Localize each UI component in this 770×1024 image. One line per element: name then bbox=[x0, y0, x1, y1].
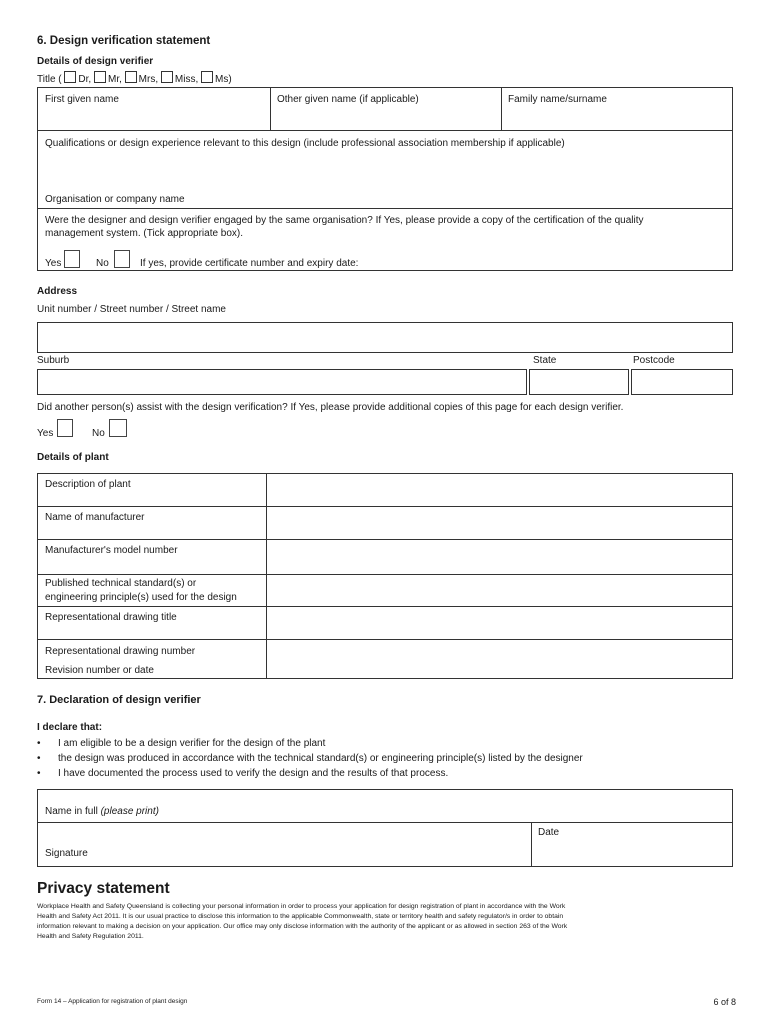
footer-page-number: 6 of 8 bbox=[713, 997, 736, 1007]
title-mrs-checkbox[interactable] bbox=[125, 71, 137, 83]
title-dr-label: Dr, bbox=[78, 74, 92, 85]
title-mrs-label: Mrs, bbox=[138, 74, 159, 85]
divider bbox=[37, 208, 733, 209]
declaration-item: I am eligible to be a design verifier for the design of the plant bbox=[58, 738, 326, 749]
title-mr-checkbox[interactable] bbox=[94, 71, 106, 83]
standards-label-cont: engineering principle(s) used for the design bbox=[45, 592, 237, 603]
divider bbox=[270, 87, 271, 130]
drawing-number-input[interactable] bbox=[268, 641, 732, 678]
date-field[interactable]: Date bbox=[538, 827, 560, 838]
plant-description-label: Description of plant bbox=[45, 479, 131, 490]
drawing-title-input[interactable] bbox=[268, 608, 732, 638]
divider bbox=[37, 822, 733, 823]
certificate-field[interactable]: If yes, provide certificate number and expiry date: bbox=[140, 258, 359, 269]
manufacturer-label: Name of manufacturer bbox=[45, 512, 145, 523]
divider bbox=[37, 506, 733, 507]
suburb-label: Suburb bbox=[37, 355, 70, 366]
plant-heading: Details of plant bbox=[37, 452, 109, 463]
privacy-text bbox=[37, 902, 567, 942]
footer-form-name: Form 14 – Application for registration of plant design bbox=[37, 998, 188, 1005]
drawing-title-label: Representational drawing title bbox=[45, 612, 177, 623]
section-6-heading: 6. Design verification statement bbox=[37, 35, 211, 47]
verifier-subheading: Details of design verifier bbox=[37, 56, 154, 67]
engaged-yes-checkbox[interactable] bbox=[64, 250, 80, 268]
privacy-line: Health and Safety Regulation 2011. bbox=[37, 933, 144, 940]
title-row bbox=[37, 71, 232, 85]
engaged-yes-label: Yes bbox=[45, 258, 62, 269]
engaged-no-checkbox[interactable] bbox=[114, 250, 130, 268]
same-organisation-question: Were the designer and design verifier engaged by the same organisation? If Yes, please provide a copy of the certification of the quality bbox=[45, 215, 644, 226]
model-number-label: Manufacturer's model number bbox=[45, 545, 178, 556]
manufacturer-input[interactable] bbox=[268, 508, 732, 538]
divider bbox=[531, 822, 532, 867]
title-dr-checkbox[interactable] bbox=[64, 71, 76, 83]
divider bbox=[37, 574, 733, 575]
name-in-full-field[interactable] bbox=[45, 806, 159, 817]
postcode-input[interactable] bbox=[631, 369, 733, 395]
assist-no-label: No bbox=[92, 428, 105, 439]
street-input[interactable] bbox=[37, 322, 733, 353]
address-heading: Address bbox=[37, 286, 78, 297]
privacy-heading: Privacy statement bbox=[37, 880, 170, 897]
divider bbox=[501, 87, 502, 130]
standards-input[interactable] bbox=[268, 576, 732, 605]
privacy-line: information relevant to making a decision on your application. Our office may only disclose information with the authority of the applicant or as allowed in section 263 of the Work bbox=[37, 923, 568, 930]
privacy-line: Workplace Health and Safety Queensland is collecting your personal information in order to process your application for design registration of plant in accordance with the Work bbox=[37, 903, 566, 910]
state-label: State bbox=[533, 355, 557, 366]
title-miss-label: Miss, bbox=[174, 74, 199, 85]
divider bbox=[37, 130, 733, 131]
divider bbox=[37, 606, 733, 607]
divider bbox=[266, 473, 267, 679]
privacy-line: Health and Safety Act 2011. It is our usual practice to disclose this information to the applicable Commonwealth, state or territory health and safety regulator/s in order to obtain bbox=[37, 913, 564, 920]
assist-yes-label: Yes bbox=[37, 428, 54, 439]
title-ms-label: Ms) bbox=[215, 74, 232, 85]
first-name-field[interactable]: First given name bbox=[45, 94, 119, 105]
standards-label: Published technical standard(s) or bbox=[45, 578, 197, 589]
name-label: Name in full bbox=[45, 806, 101, 817]
title-mr-label: Mr, bbox=[107, 74, 122, 85]
assist-yes-checkbox[interactable] bbox=[57, 419, 73, 437]
declaration-item: the design was produced in accordance with the technical standard(s) or engineering principle(s) listed by the designer bbox=[58, 753, 583, 764]
postcode-label: Postcode bbox=[633, 355, 675, 366]
family-name-field[interactable]: Family name/surname bbox=[508, 94, 607, 105]
title-prefix: Title ( bbox=[37, 74, 62, 85]
qualifications-field[interactable]: Qualifications or design experience relevant to this design (include professional association membership if applicable) bbox=[45, 138, 565, 149]
other-name-field[interactable]: Other given name (if applicable) bbox=[277, 94, 419, 105]
verifier-details-table bbox=[37, 87, 733, 271]
name-note: (please print) bbox=[100, 806, 159, 817]
plant-description-input[interactable] bbox=[268, 475, 732, 505]
model-number-input[interactable] bbox=[268, 541, 732, 573]
organisation-field[interactable]: Organisation or company name bbox=[45, 194, 185, 205]
suburb-input[interactable] bbox=[37, 369, 527, 395]
divider bbox=[37, 639, 733, 640]
signature-field[interactable]: Signature bbox=[45, 848, 88, 859]
assist-question: Did another person(s) assist with the design verification? If Yes, please provide additional copies of this page for each design verifier. bbox=[37, 402, 624, 413]
title-ms-checkbox[interactable] bbox=[201, 71, 213, 83]
engaged-no-label: No bbox=[96, 258, 109, 269]
state-input[interactable] bbox=[529, 369, 629, 395]
same-organisation-question-cont: management system. (Tick appropriate box). bbox=[45, 228, 244, 239]
declare-label: I declare that: bbox=[37, 722, 103, 733]
section-7-heading: 7. Declaration of design verifier bbox=[37, 694, 201, 706]
divider bbox=[37, 539, 733, 540]
assist-no-checkbox[interactable] bbox=[109, 419, 127, 437]
declaration-item: I have documented the process used to verify the design and the results of that process. bbox=[58, 768, 449, 779]
declaration-table bbox=[37, 789, 733, 867]
street-label: Unit number / Street number / Street name bbox=[37, 304, 226, 315]
revision-label: Revision number or date bbox=[45, 665, 154, 676]
drawing-number-label: Representational drawing number bbox=[45, 646, 196, 657]
title-miss-checkbox[interactable] bbox=[161, 71, 173, 83]
